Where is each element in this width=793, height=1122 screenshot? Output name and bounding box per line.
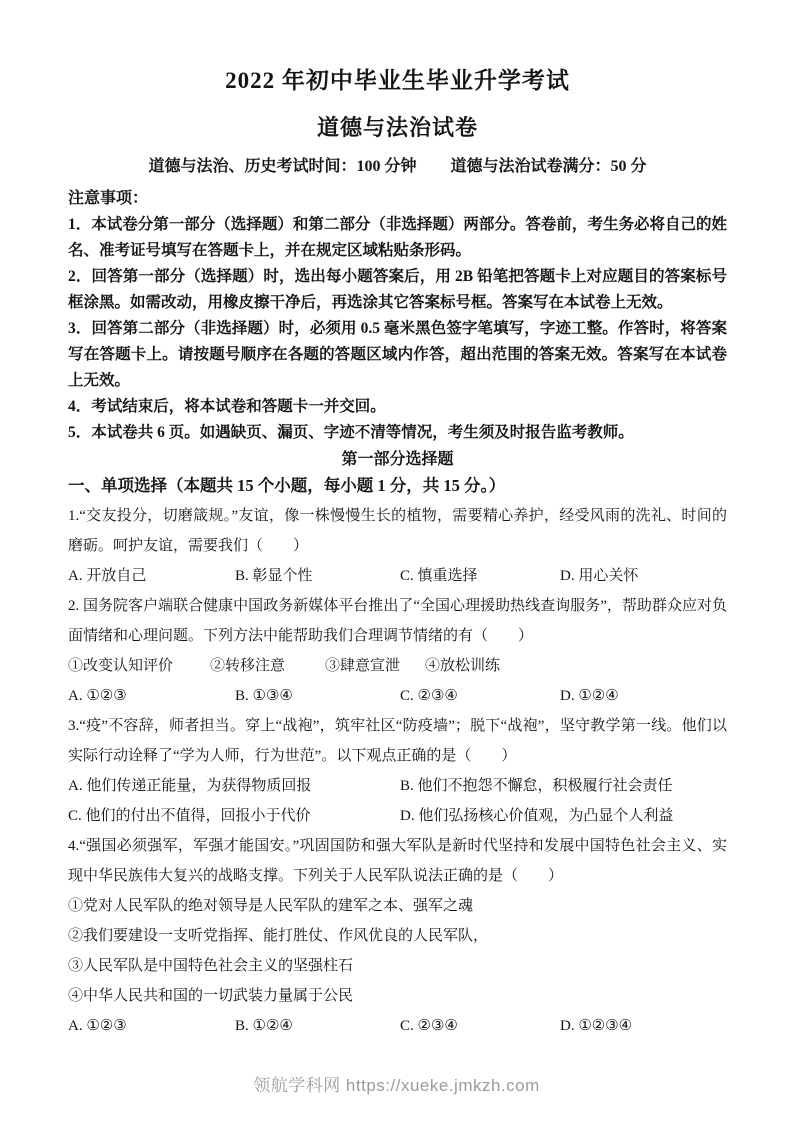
notice-item-2: 2．回答第一部分（选择题）时，选出每小题答案后，用 2B 铅笔把答题卡上对应题目的答案标号框涂黑。如需改动，用橡皮擦干净后，再选涂其它答案标号框。答案写在本试卷上无效。 — [68, 268, 727, 311]
question-2 — [68, 591, 727, 711]
question-3-option-c: C. 他们的付出不值得，回报小于代价 — [68, 808, 311, 824]
question-2-option-b: B. ①③④ — [235, 688, 293, 704]
question-1-option-c: C. 慎重选择 — [400, 568, 478, 584]
question-3-option-a: A. 他们传递正能量，为获得物质回报 — [68, 778, 312, 794]
question-1-option-a: A. 开放自己 — [68, 568, 147, 584]
question-4-sub-4: ④中华人民共和国的一切武装力量属于公民 — [68, 988, 354, 1004]
question-4-option-d: D. ①②③④ — [560, 1018, 633, 1034]
question-3 — [68, 711, 727, 831]
watermark-footer: 领航学科网 https://xueke.jmkzh.com — [253, 1076, 540, 1095]
notice-item-5: 5．本试卷共 6 页。如遇缺页、漏页、字迹不清等情况，考生须及时报告监考教师。 — [68, 424, 634, 441]
notice-item-3: 3．回答第二部分（非选择题）时，必须用 0.5 毫米黑色签字笔填写，字迹工整。作答时，将答案写在答题卡上。请按题号顺序在各题的答题区域内作答，超出范围的答案无效。答案写在本试卷上无效。 — [68, 320, 727, 389]
question-1-option-b: B. 彰显个性 — [235, 568, 313, 584]
exam-score: 道德与法治试卷满分：50 分 — [450, 158, 647, 175]
question-3-option-b: B. 他们不抱怨不懈怠，积极履行社会责任 — [400, 778, 673, 794]
question-2-sub-3: ③肆意宣泄 — [325, 658, 401, 674]
question-1-stem: 1.“交友投分，切磨箴规。”友谊，像一株慢慢生长的植物，需要精心养护，经受风雨的洗礼、时间的磨砺。呵护友谊，需要我们（ ） — [68, 508, 727, 554]
exam-time: 道德与法治、历史考试时间：100 分钟 — [148, 158, 417, 175]
question-4 — [68, 831, 727, 1041]
question-2-options — [68, 681, 727, 711]
question-1-options — [68, 561, 727, 591]
question-2-sub-2: ②转移注意 — [210, 658, 286, 674]
exam-info — [68, 155, 727, 179]
notice-heading: 注意事项： — [68, 190, 149, 207]
question-3-stem: 3.“疫”不容辞，师者担当。穿上“战袍”，筑牢社区“防疫墙”；脱下“战袍”，坚守教学第一线。他们以实际行动诠释了“学为人师，行为世范”。以下观点正确的是（ ） — [68, 718, 727, 764]
question-2-option-a: A. ①②③ — [68, 688, 127, 704]
question-2-stem: 2. 国务院客户端联合健康中国政务新媒体平台推出了“全国心理援助热线查询服务”，帮助群众应对负面情绪和心理问题。下列方法中能帮助我们合理调节情绪的有（ ） — [68, 598, 727, 644]
question-1-option-d: D. 用心关怀 — [560, 568, 639, 584]
question-3-option-d: D. 他们弘扬核心价值观，为凸显个人利益 — [400, 808, 674, 824]
notice-item-1: 1．本试卷分第一部分（选择题）和第二部分（非选择题）两部分。答卷前，考生务必将自己的姓名、准考证号填写在答题卡上，并在规定区域粘贴条形码。 — [68, 216, 727, 259]
part1-heading: 第一部分选择题 — [341, 451, 454, 468]
exam-title: 2022 年初中毕业生毕业升学考试 — [225, 68, 570, 93]
question-2-sub-4: ④放松训练 — [425, 658, 501, 674]
question-4-stem: 4.“强国必须强军，军强才能国安。”巩固国防和强大军队是新时代坚持和发展中国特色社会主义、实现中华民族伟大复兴的战略支撑。下列关于人民军队说法正确的是（ ） — [68, 838, 727, 884]
question-2-option-c: C. ②③④ — [400, 688, 458, 704]
notice-item-4: 4．考试结束后，将本试卷和答题卡一并交回。 — [68, 398, 386, 415]
question-4-options — [68, 1011, 727, 1041]
question-4-sub-1: ①党对人民军队的绝对领导是人民军队的建军之本、强军之魂 — [68, 898, 474, 914]
question-3-options — [68, 771, 727, 831]
single-choice-heading: 一、单项选择（本题共 15 个小题，每小题 1 分，共 15 分。） — [68, 476, 506, 495]
question-2-sub-options — [68, 651, 727, 681]
question-4-sub-2: ②我们要建设一支听党指挥、能打胜仗、作风优良的人民军队， — [68, 928, 489, 944]
question-4-sub-3: ③人民军队是中国特色社会主义的坚强柱石 — [68, 958, 354, 974]
question-4-option-b: B. ①②④ — [235, 1018, 293, 1034]
paper-title: 道德与法治试卷 — [316, 115, 478, 140]
question-1 — [68, 501, 727, 591]
question-4-option-a: A. ①②③ — [68, 1018, 127, 1034]
question-4-option-c: C. ②③④ — [400, 1018, 458, 1034]
question-2-sub-1: ①改变认知评价 — [68, 658, 174, 674]
question-2-option-d: D. ①②④ — [560, 688, 619, 704]
